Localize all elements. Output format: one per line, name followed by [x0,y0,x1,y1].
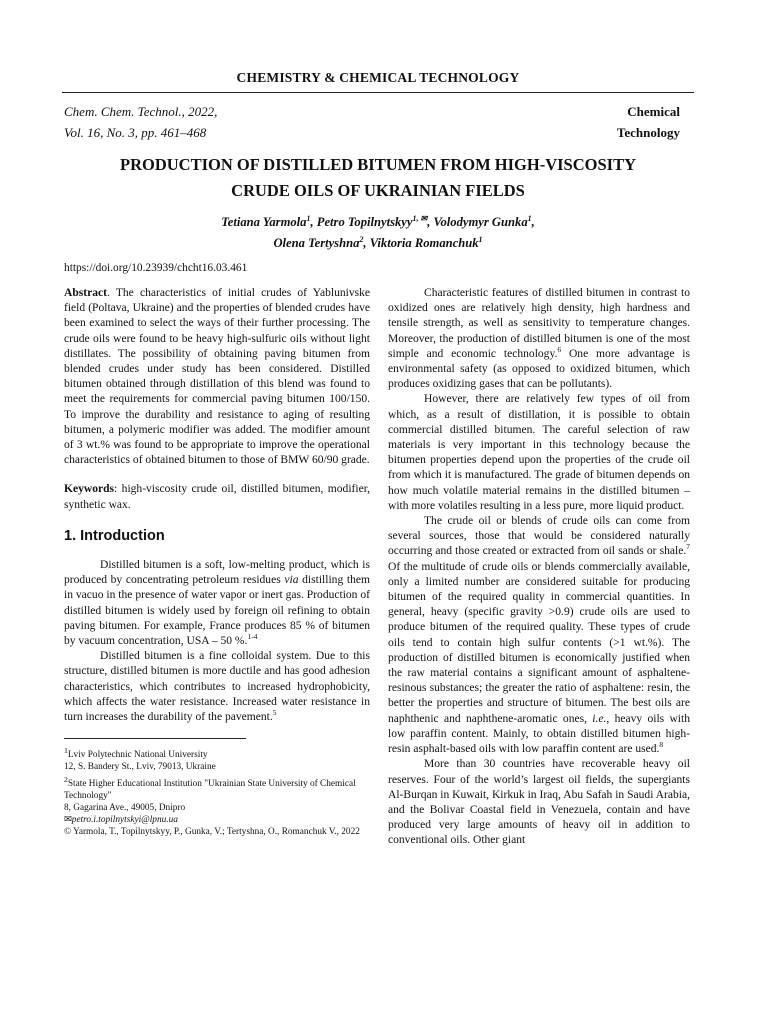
section-heading-introduction: 1. Introduction [64,527,165,544]
keywords [64,482,370,512]
envelope-icon: ✉ [64,814,72,825]
paragraph [388,514,690,757]
paragraph-text: Distilled bitumen is a soft, low-melting product, which is produced by concentrating petroleum residues [64,559,370,587]
doi-link[interactable]: https://doi.org/10.23939/chcht16.03.461 [64,262,248,274]
citation-ref[interactable]: 8 [659,740,664,750]
journal-brand [617,101,680,143]
brand-line-2: Technology [616,125,680,140]
footnote-text: Lviv Polytechnic National University [67,750,208,761]
paragraph-text: The crude oil or blends of crude oils can come from several sources, those that would be considered naturally occurring and those created or extracted from oil sands or shale. [388,515,690,558]
journal-title: CHEMISTRY & CHEMICAL TECHNOLOGY [236,70,520,85]
citation-ref[interactable]: 5 [272,708,277,718]
citation-ref[interactable]: 1-4 [247,632,258,642]
italic-term: i.e. [592,712,607,725]
keywords-text: : high-viscosity crude oil, distilled bitumen, modifier, synthetic wax. [64,483,370,511]
author-affiliation-mark: 1 [527,214,532,223]
author-name: Petro Topilnytskyy [316,215,413,230]
paper-title-line-2: CRUDE OILS OF UKRAINIAN FIELDS [231,181,525,200]
journal-citation [64,101,217,143]
footnote-mark: 1 [64,746,68,756]
author-name: Tetiana Yarmola [221,215,307,230]
keywords-label: Keywords [64,483,115,496]
paragraph-text: One more advantage is environmental safety (as opposed to oxidized bitumen, which produces oxidizing gases that can be pollutants). [388,347,690,391]
footnote-mark: 2 [64,774,68,784]
paragraph: However, there are relatively few types of oil from which, as a result of distillation, it is possible to obtain commercial distilled bitumen. The careful selection of raw materials is very important in this technology because the bitumen properties depend upon the properties of the crude oil from which it is manufactured. The grade of bitumen depends on how much volatile material remains in the distilled bitumen –with more volatiles resulting in a less pure, more liquid product. [388,393,690,512]
footnote [64,774,370,802]
abstract [64,286,370,468]
footnotes [64,745,370,838]
footnote-email [64,814,370,826]
paragraph: More than 30 countries have recoverable heavy oil reserves. Four of the world’s largest oil fields, the supergiants Al-Burqan in Kuwait, Kirkuk in Iraq, Abu Safah in Saudi Arabia, and the Bolivar Coastal field in Venezuela, contain and have produced very large amounts of heavy oil in addition to conventional oils. Other giant [388,758,690,847]
paper-title [62,152,694,204]
citation-ref[interactable]: 7 [686,542,690,552]
footnote-text: 12, S. Bandery St., Lviv, 79013, Ukraine [64,762,216,773]
citation-line-2: Vol. 16, No. 3, pp. 461–468 [64,125,207,140]
footnote-text: State Higher Educational Institution "Ukrainian State University of Chemical Technology" [64,778,356,801]
author-affiliation-mark: 2 [359,235,364,245]
paper-title-line-1: PRODUCTION OF DISTILLED BITUMEN FROM HIGH-VISCOSITY [120,155,636,174]
footnote [64,745,370,761]
abstract-label: Abstract [64,287,107,299]
author-affiliation-mark: 1 [478,235,483,245]
footnote-rule [64,738,246,739]
paragraph-text: Characteristic features of distilled bitumen in contrast to oxidized ones are relatively high density, high hardness and tensile strength, as well as sensitivity to temperature changes. Moreover, the production of distilled bitumen is one of the most simple and economic technology. [388,287,690,360]
paragraph-text: , heavy oils with low paraffin content. Mainly, to obtain distilled bitumen high-resin asphalt-based oils with low paraffin content are used. [388,712,690,756]
paragraph-text: distilling them in vacuo in the presence of water vapor or inert gas. Production of distilled bitumen is widely used by foreign oil refining to obtain paving bitumen. For example, France produces 85 % of bitumen by vacuum concentration, USA – 50 %. [64,574,370,648]
paragraph [64,558,370,649]
paragraph-text: Of the multitude of crude oils or blends commercially available, only a limited number are considered suitable for producing bitumen of the required quality in commercial quantities. In general, heavy (specific gravity >0.9) crude oils are used to produce bitumen of the required quality. These types of crude oils tend to contain high sulfur contents (>1 wt.%). The production of distilled bitumen is economically justified when the raw material contains a significant amount of asphaltene-resinous substances; the greater the ratio of asphaltene: resin, the better the properties and structure of bitumen. The best oils are naphthenic and naphthene-aromatic ones, [388,560,690,725]
paragraph [388,286,690,392]
author-name: Viktoria Romanchuk [369,236,479,251]
footnote [64,802,370,814]
paragraph [64,649,370,725]
footnote-copyright: © Yarmola, T., Topilnytskyy, P., Gunka, V.; Tertyshna, O., Romanchuk V., 2022 [64,827,360,838]
paragraph-text: Distilled bitumen is a fine colloidal system. Due to this structure, distilled bitumen is more ductile and has good adhesion characteristics, which contributes to increased hydrophobicity, which affects the water resistance. Increased water resistance in turn increases the durability of the pavement. [64,650,370,724]
citation-line-1: Chem. Chem. Technol., 2022, [64,104,218,119]
author-affiliation-mark: 1 [306,214,311,223]
abstract-text: . The characteristics of initial crudes of Yablunivske field (Poltava, Ukraine) and the properties of blended crudes have been examined to select the ways of their further processing. The crude oils were found to be heavy high-sulfuric oils without light distillates. The possibility of obtaining paving bitumen from blended crudes under study has been considered. Distilled bitumen obtained through distillation of this blend was found to meet the requirements for commercial paving bitumen 100/150. To improve the durability and resistance to aging of resulting bitumen, a polymeric modifier was added. The modifier amount of 3 wt.% was found to be appropriate to improve the operational characteristics of obtained bitumen to those of BMW 60/90 grade. [64,287,370,467]
email-link[interactable]: petro.i.topilnytskyi@lpnu.ua [71,814,178,825]
brand-line-1: Chemical [627,104,680,119]
footnote [64,761,370,773]
right-column [388,286,690,849]
author-affiliation-mark: 1, ✉ [412,214,428,223]
left-column [64,286,370,838]
footnote-text: 8, Gagarina Ave., 49005, Dnipro [64,802,186,813]
citation-ref[interactable]: 6 [557,344,562,354]
italic-term: via [284,574,299,587]
author-name: Volodymyr Gunka [433,215,528,230]
author-name: Olena Tertyshna [273,236,360,251]
author-list: Tetiana Yarmola$^1$, Petro Topilnytskyy$^{1, ✉}$, Volodymyr Gunka$^1$, Olena Tertyshna$^2$, Viktoria Romanchuk$^1$ [221,214,535,251]
header-rule [62,92,694,93]
